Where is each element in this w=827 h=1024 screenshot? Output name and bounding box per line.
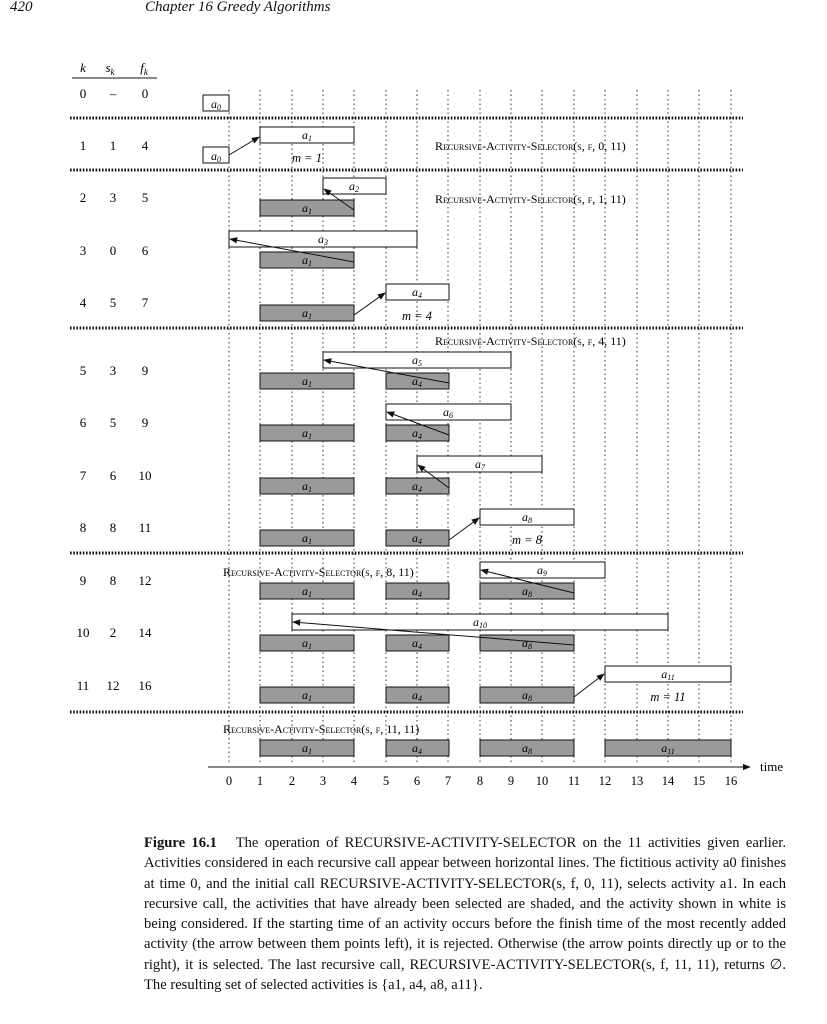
svg-text:a8: a8 (522, 510, 532, 525)
svg-text:16: 16 (724, 774, 738, 788)
svg-text:8: 8 (79, 520, 87, 535)
svg-text:a1: a1 (302, 636, 312, 651)
svg-text:13: 13 (630, 774, 644, 788)
svg-text:4: 4 (79, 295, 87, 310)
svg-text:a4: a4 (412, 531, 422, 546)
svg-text:a4: a4 (412, 688, 422, 703)
table-rows (77, 86, 153, 693)
svg-text:a1: a1 (302, 306, 312, 321)
svg-text:3: 3 (319, 774, 327, 788)
svg-text:a10: a10 (473, 615, 487, 630)
svg-text:a1: a1 (302, 531, 312, 546)
svg-text:4: 4 (141, 138, 149, 153)
call-label: Recursive-Activity-Selector(s, f, 1, 11) (435, 192, 626, 206)
svg-text:a1: a1 (302, 253, 312, 268)
svg-text:5: 5 (382, 774, 390, 788)
page-number: 420 (10, 0, 33, 15)
svg-text:2: 2 (79, 190, 87, 205)
svg-text:12: 12 (598, 774, 612, 788)
svg-text:1: 1 (79, 138, 87, 153)
svg-text:7: 7 (141, 295, 149, 310)
svg-text:6: 6 (413, 774, 421, 788)
call-label: Recursive-Activity-Selector(s, f, 8, 11) (223, 565, 414, 579)
svg-text:1: 1 (256, 774, 264, 788)
svg-text:a11: a11 (661, 741, 675, 756)
svg-text:6: 6 (141, 243, 149, 258)
svg-text:–: – (109, 86, 117, 101)
svg-text:a1: a1 (302, 374, 312, 389)
svg-text:a1: a1 (302, 688, 312, 703)
svg-text:12: 12 (106, 678, 120, 693)
table-row (80, 243, 149, 258)
svg-text:14: 14 (661, 774, 675, 788)
m-label: m = 8 (512, 533, 542, 547)
call-label: Recursive-Activity-Selector(s, f, 4, 11) (435, 334, 626, 348)
svg-text:8: 8 (109, 573, 117, 588)
svg-text:3: 3 (109, 363, 117, 378)
svg-text:11: 11 (138, 520, 152, 535)
table-row (80, 138, 149, 153)
svg-text:2: 2 (288, 774, 296, 788)
table-row (80, 468, 152, 483)
svg-text:2: 2 (109, 625, 117, 640)
svg-text:a4: a4 (412, 479, 422, 494)
svg-text:3: 3 (79, 243, 87, 258)
svg-text:a0: a0 (211, 149, 221, 164)
table-row (77, 625, 153, 640)
svg-text:15: 15 (692, 774, 706, 788)
caption-label: Figure 16.1 (144, 835, 217, 851)
header-s: $s_k$ (105, 60, 115, 77)
table-row (77, 678, 152, 693)
svg-text:14: 14 (138, 625, 152, 640)
svg-text:9: 9 (507, 774, 515, 788)
svg-text:6: 6 (79, 415, 87, 430)
svg-text:12: 12 (138, 573, 152, 588)
svg-text:0: 0 (141, 86, 149, 101)
svg-text:7: 7 (79, 468, 87, 483)
svg-text:a7: a7 (475, 457, 485, 472)
activity-selector-figure (0, 50, 827, 810)
svg-text:a2: a2 (349, 179, 359, 194)
svg-text:6: 6 (109, 468, 117, 483)
table-row (80, 363, 149, 378)
svg-text:5: 5 (79, 363, 87, 378)
m-label: m = 1 (292, 151, 322, 165)
svg-text:a11: a11 (661, 667, 675, 682)
table-row (80, 190, 149, 205)
svg-text:a4: a4 (412, 636, 422, 651)
svg-text:10: 10 (535, 774, 549, 788)
svg-text:8: 8 (476, 774, 484, 788)
header-k: k (80, 60, 86, 75)
header-f: $f_k$ (140, 60, 148, 77)
svg-text:a8: a8 (522, 688, 532, 703)
svg-text:16: 16 (138, 678, 152, 693)
caption-text: The operation of RECURSIVE-ACTIVITY-SELECTOR on the 11 activities given earlier. Activities considered in each recursive call appear between horizontal lines. The fictitious activity a0 finishes at time 0, and the initial call RECURSIVE-ACTIVITY-SELECTOR(s, f, 0, 11), selects activity a1. In each recursive call, the activities that have already been selected are shaded, and the activity shown in white is being considered. If the starting time of an activity occurs before the finish time of the most recently added activity (the arrow between them points left), it is rejected. Otherwise (the arrow points directly up or to the right), it is selected. The last recursive call, RECURSIVE-ACTIVITY-SELECTOR(s, f, 11, 11), returns ∅. The resulting set of selected activities is {a1, a4, a8, a11}. (144, 835, 786, 994)
svg-text:a1: a1 (302, 479, 312, 494)
svg-text:5: 5 (141, 190, 149, 205)
call-label: Recursive-Activity-Selector(s, f, 0, 11) (435, 139, 626, 153)
svg-text:11: 11 (76, 678, 90, 693)
svg-text:a5: a5 (412, 353, 422, 368)
svg-text:11: 11 (567, 774, 581, 788)
svg-text:a9: a9 (537, 563, 547, 578)
axis-label: time (760, 759, 784, 774)
svg-text:3: 3 (109, 190, 117, 205)
svg-text:4: 4 (350, 774, 358, 788)
svg-text:a0: a0 (211, 97, 221, 112)
svg-text:a4: a4 (412, 285, 422, 300)
svg-text:8: 8 (109, 520, 117, 535)
svg-text:a4: a4 (412, 741, 422, 756)
svg-text:9: 9 (79, 573, 87, 588)
svg-text:5: 5 (109, 295, 117, 310)
svg-text:a4: a4 (412, 374, 422, 389)
svg-text:a8: a8 (522, 636, 532, 651)
svg-text:a3: a3 (318, 232, 328, 247)
table-header (80, 60, 149, 77)
svg-text:a4: a4 (412, 584, 422, 599)
figure-caption (144, 833, 786, 995)
table-row (80, 415, 149, 430)
svg-text:a1: a1 (302, 201, 312, 216)
svg-text:7: 7 (444, 774, 452, 788)
call-label: Recursive-Activity-Selector(s, f, 11, 11) (223, 722, 420, 736)
chapter-title: Chapter 16 Greedy Algorithms (145, 0, 331, 15)
m-label: m = 11 (650, 690, 686, 704)
svg-text:a6: a6 (443, 405, 453, 420)
table-row (80, 86, 149, 101)
svg-text:10: 10 (138, 468, 152, 483)
m-label: m = 4 (402, 309, 432, 323)
svg-text:a8: a8 (522, 584, 532, 599)
svg-text:a4: a4 (412, 426, 422, 441)
svg-text:0: 0 (79, 86, 87, 101)
svg-text:9: 9 (141, 363, 149, 378)
table-row (80, 573, 152, 588)
table-row (80, 520, 152, 535)
table-row (80, 295, 149, 310)
svg-text:a8: a8 (522, 741, 532, 756)
svg-text:0: 0 (225, 774, 233, 788)
svg-text:0: 0 (109, 243, 117, 258)
svg-text:a1: a1 (302, 584, 312, 599)
svg-text:10: 10 (76, 625, 90, 640)
svg-text:1: 1 (109, 138, 117, 153)
svg-text:a1: a1 (302, 128, 312, 143)
axis-ticks (226, 774, 737, 788)
page-header (0, 0, 827, 20)
svg-text:9: 9 (141, 415, 149, 430)
svg-text:5: 5 (109, 415, 117, 430)
svg-text:a1: a1 (302, 741, 312, 756)
svg-text:a1: a1 (302, 426, 312, 441)
